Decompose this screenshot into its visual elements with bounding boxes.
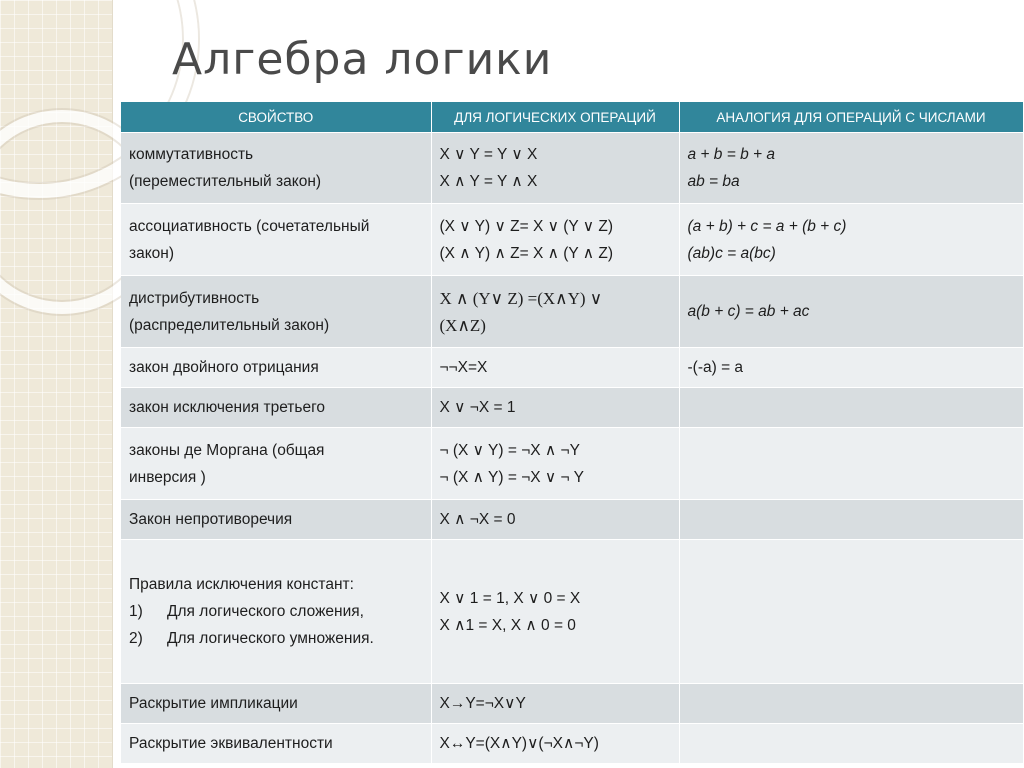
logical-formula-cell [431,500,679,540]
property-text: коммутативность [129,146,254,163]
logical-formula-cell [431,348,679,388]
logical-formula: X ∧ ¬X = 0 [439,511,516,528]
numeric-formula: (ab)c = a(bc) [687,244,776,262]
property-cell [121,133,431,204]
numeric-analogy-cell [679,540,1023,684]
property-text: дистрибутивность [129,289,260,307]
logical-formula-cell [431,204,679,276]
property-heading: Правила исключения констант: [129,576,354,593]
table-row [121,428,1023,500]
logical-formula: X↔Y=(X∧Y)∨(¬X∧¬Y) [439,735,599,752]
numeric-analogy-cell [679,133,1023,204]
property-cell [121,540,431,684]
property-text: (распределительный закон) [129,316,330,334]
table-row [121,684,1023,724]
property-text: Раскрытие импликации [129,695,298,712]
property-cell [121,348,431,388]
property-cell [121,204,431,276]
logical-formula: X ∧ (Y∨ Z) =(X∧Y) ∨ [439,288,603,308]
list-item [129,598,423,625]
numeric-analogy-cell [679,428,1023,500]
header-property: СВОЙСТВО [121,102,431,133]
decorative-side-panel [0,0,113,768]
property-cell [121,388,431,428]
table-row [121,540,1023,684]
table-row [121,348,1023,388]
property-text: закон) [129,244,175,262]
property-text: Раскрытие эквивалентности [129,735,333,752]
logical-formula-cell [431,684,679,724]
numeric-analogy-cell [679,724,1023,764]
logical-formula-cell [431,428,679,500]
property-cell [121,500,431,540]
logical-formula-cell [431,540,679,684]
logical-formula: X ∨ 1 = 1, X ∨ 0 = X [439,589,581,607]
property-text: инверсия ) [129,468,206,486]
logical-formula: ¬ (X ∨ Y) = ¬X ∧ ¬Y [439,441,580,459]
slide-title: Алгебра логики [172,34,553,85]
numeric-formula: (a + b) + c = a + (b + c) [687,217,847,235]
list-item-text: Для логического умножения. [167,630,374,647]
property-text: закон исключения третьего [129,399,326,416]
property-text: закон двойного отрицания [129,359,319,376]
logical-formula: (X∧Z) [439,315,486,335]
logical-formula-cell [431,724,679,764]
property-cell [121,276,431,348]
list-item-text: Для логического сложения, [167,603,364,620]
property-text: Закон непротиворечия [129,511,293,528]
property-cell [121,724,431,764]
table-row [121,276,1023,348]
numeric-analogy-cell [679,500,1023,540]
logical-formula: ¬ (X ∧ Y) = ¬X ∨ ¬ Y [439,468,584,486]
table-row [121,724,1023,764]
list-item [129,625,423,652]
table-row [121,133,1023,204]
header-logical-operations: ДЛЯ ЛОГИЧЕСКИХ ОПЕРАЦИЙ [431,102,679,133]
numeric-formula: -(-a) = a [687,359,744,376]
numeric-analogy-cell [679,276,1023,348]
logical-formula-cell [431,276,679,348]
logic-properties-table [121,102,1024,763]
list-marker: 2) [129,630,143,647]
numeric-analogy-cell [679,348,1023,388]
logical-formula: X→Y=¬X∨Y [439,695,526,712]
numeric-formula: a + b = b + a [687,146,775,163]
property-text: ассоциативность (сочетательный [129,217,370,235]
logical-formula: (X ∧ Y) ∧ Z= X ∧ (Y ∧ Z) [439,244,614,262]
property-cell [121,428,431,500]
logical-formula-cell [431,388,679,428]
numeric-analogy-cell [679,204,1023,276]
logical-formula: X ∨ Y = Y ∨ X [439,146,538,163]
logical-formula: X ∨ ¬X = 1 [439,399,516,416]
property-text: (переместительный закон) [129,173,322,190]
numeric-analogy-cell [679,388,1023,428]
table-header-row [121,102,1023,133]
header-numeric-analogy: АНАЛОГИЯ ДЛЯ ОПЕРАЦИЙ С ЧИСЛАМИ [679,102,1023,133]
property-cell [121,684,431,724]
numeric-analogy-cell [679,684,1023,724]
table-row [121,500,1023,540]
logical-formula: X ∧ Y = Y ∧ X [439,173,538,190]
table-row [121,204,1023,276]
numeric-formula: a(b + c) = ab + ac [687,303,810,320]
property-text: законы де Моргана (общая [129,441,325,459]
logical-formula: (X ∨ Y) ∨ Z= X ∨ (Y ∨ Z) [439,217,614,235]
list-marker: 1) [129,603,143,620]
logical-formula-cell [431,133,679,204]
logical-formula: X ∧1 = X, X ∧ 0 = 0 [439,616,576,634]
logical-formula: ¬¬X=X [439,359,488,376]
table-row [121,388,1023,428]
numeric-formula: ab = ba [687,173,740,190]
